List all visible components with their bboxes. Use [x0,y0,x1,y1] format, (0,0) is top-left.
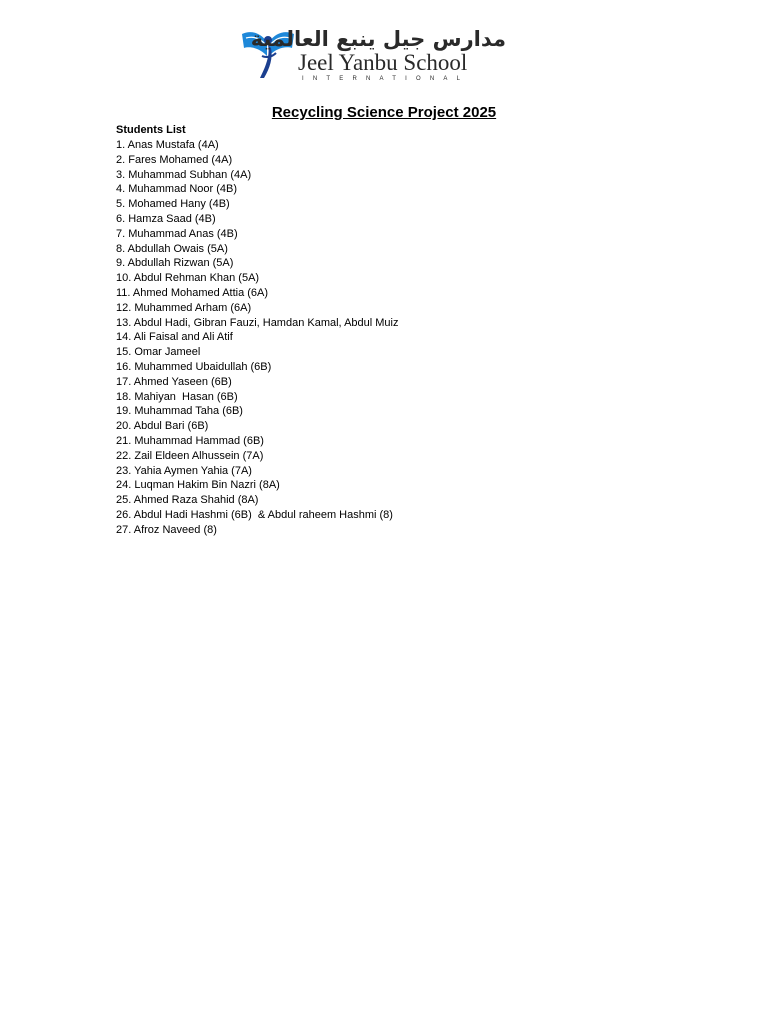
student-entry: 16. Muhammed Ubaidullah (6B) [116,360,272,373]
student-entry: 11. Ahmed Mohamed Attia (6A) [116,286,269,299]
student-entry: 12. Muhammed Arham (6A) [116,301,252,314]
logo-english-text: Jeel Yanbu School [298,50,468,75]
student-entry: 6. Hamza Saad (4B) [116,212,216,225]
logo-arabic-text: مدارس جيل ينبع العالمية [250,27,506,51]
document-title: Recycling Science Project 2025 [271,104,497,121]
student-entry: 7. Muhammad Anas (4B) [116,227,238,240]
student-entry: 20. Abdul Bari (6B) [116,420,209,433]
logo-subtitle-text: INTERNATIONAL [302,76,470,82]
student-entry: 17. Ahmed Yaseen (6B) [116,375,232,388]
student-entry: 3. Muhammad Subhan (4A) [116,168,252,181]
student-entry: 9. Abdullah Rizwan (5A) [116,257,234,270]
student-entry: 27. Afroz Naveed (8) [116,523,217,536]
student-entry: 14. Ali Faisal and Ali Atif [116,331,233,344]
student-entry: 21. Muhammad Hammad (6B) [116,434,264,447]
student-entry: 10. Abdul Rehman Khan (5A) [116,272,260,285]
students-list-heading: Students List [116,124,186,136]
student-entry: 26. Abdul Hadi Hashmi (6B) & Abdul raheem Hashmi (8) [116,508,393,521]
student-entry: 2. Fares Mohamed (4A) [116,153,233,166]
students-list [116,138,676,538]
student-entry: 8. Abdullah Owais (5A) [116,242,228,255]
student-entry: 5. Mohamed Hany (4B) [116,198,230,211]
student-entry: 13. Abdul Hadi, Gibran Fauzi, Hamdan Kamal, Abdul Muiz [116,316,399,329]
student-entry: 22. Zail Eldeen Alhussein (7A) [116,449,264,462]
student-entry: 1. Anas Mustafa (4A) [116,139,219,151]
student-entry: 18. Mahiyan Hasan (6B) [116,390,238,403]
student-entry: 4. Muhammad Noor (4B) [116,183,238,196]
students-section [116,123,676,538]
school-logo [240,24,508,84]
student-entry: 25. Ahmed Raza Shahid (8A) [116,494,259,507]
student-entry: 24. Luqman Hakim Bin Nazri (8A) [116,479,280,492]
student-entry: 19. Muhammad Taha (6B) [116,405,243,418]
student-entry: 15. Omar Jameel [116,346,201,359]
student-entry: 23. Yahia Aymen Yahia (7A) [116,464,252,477]
